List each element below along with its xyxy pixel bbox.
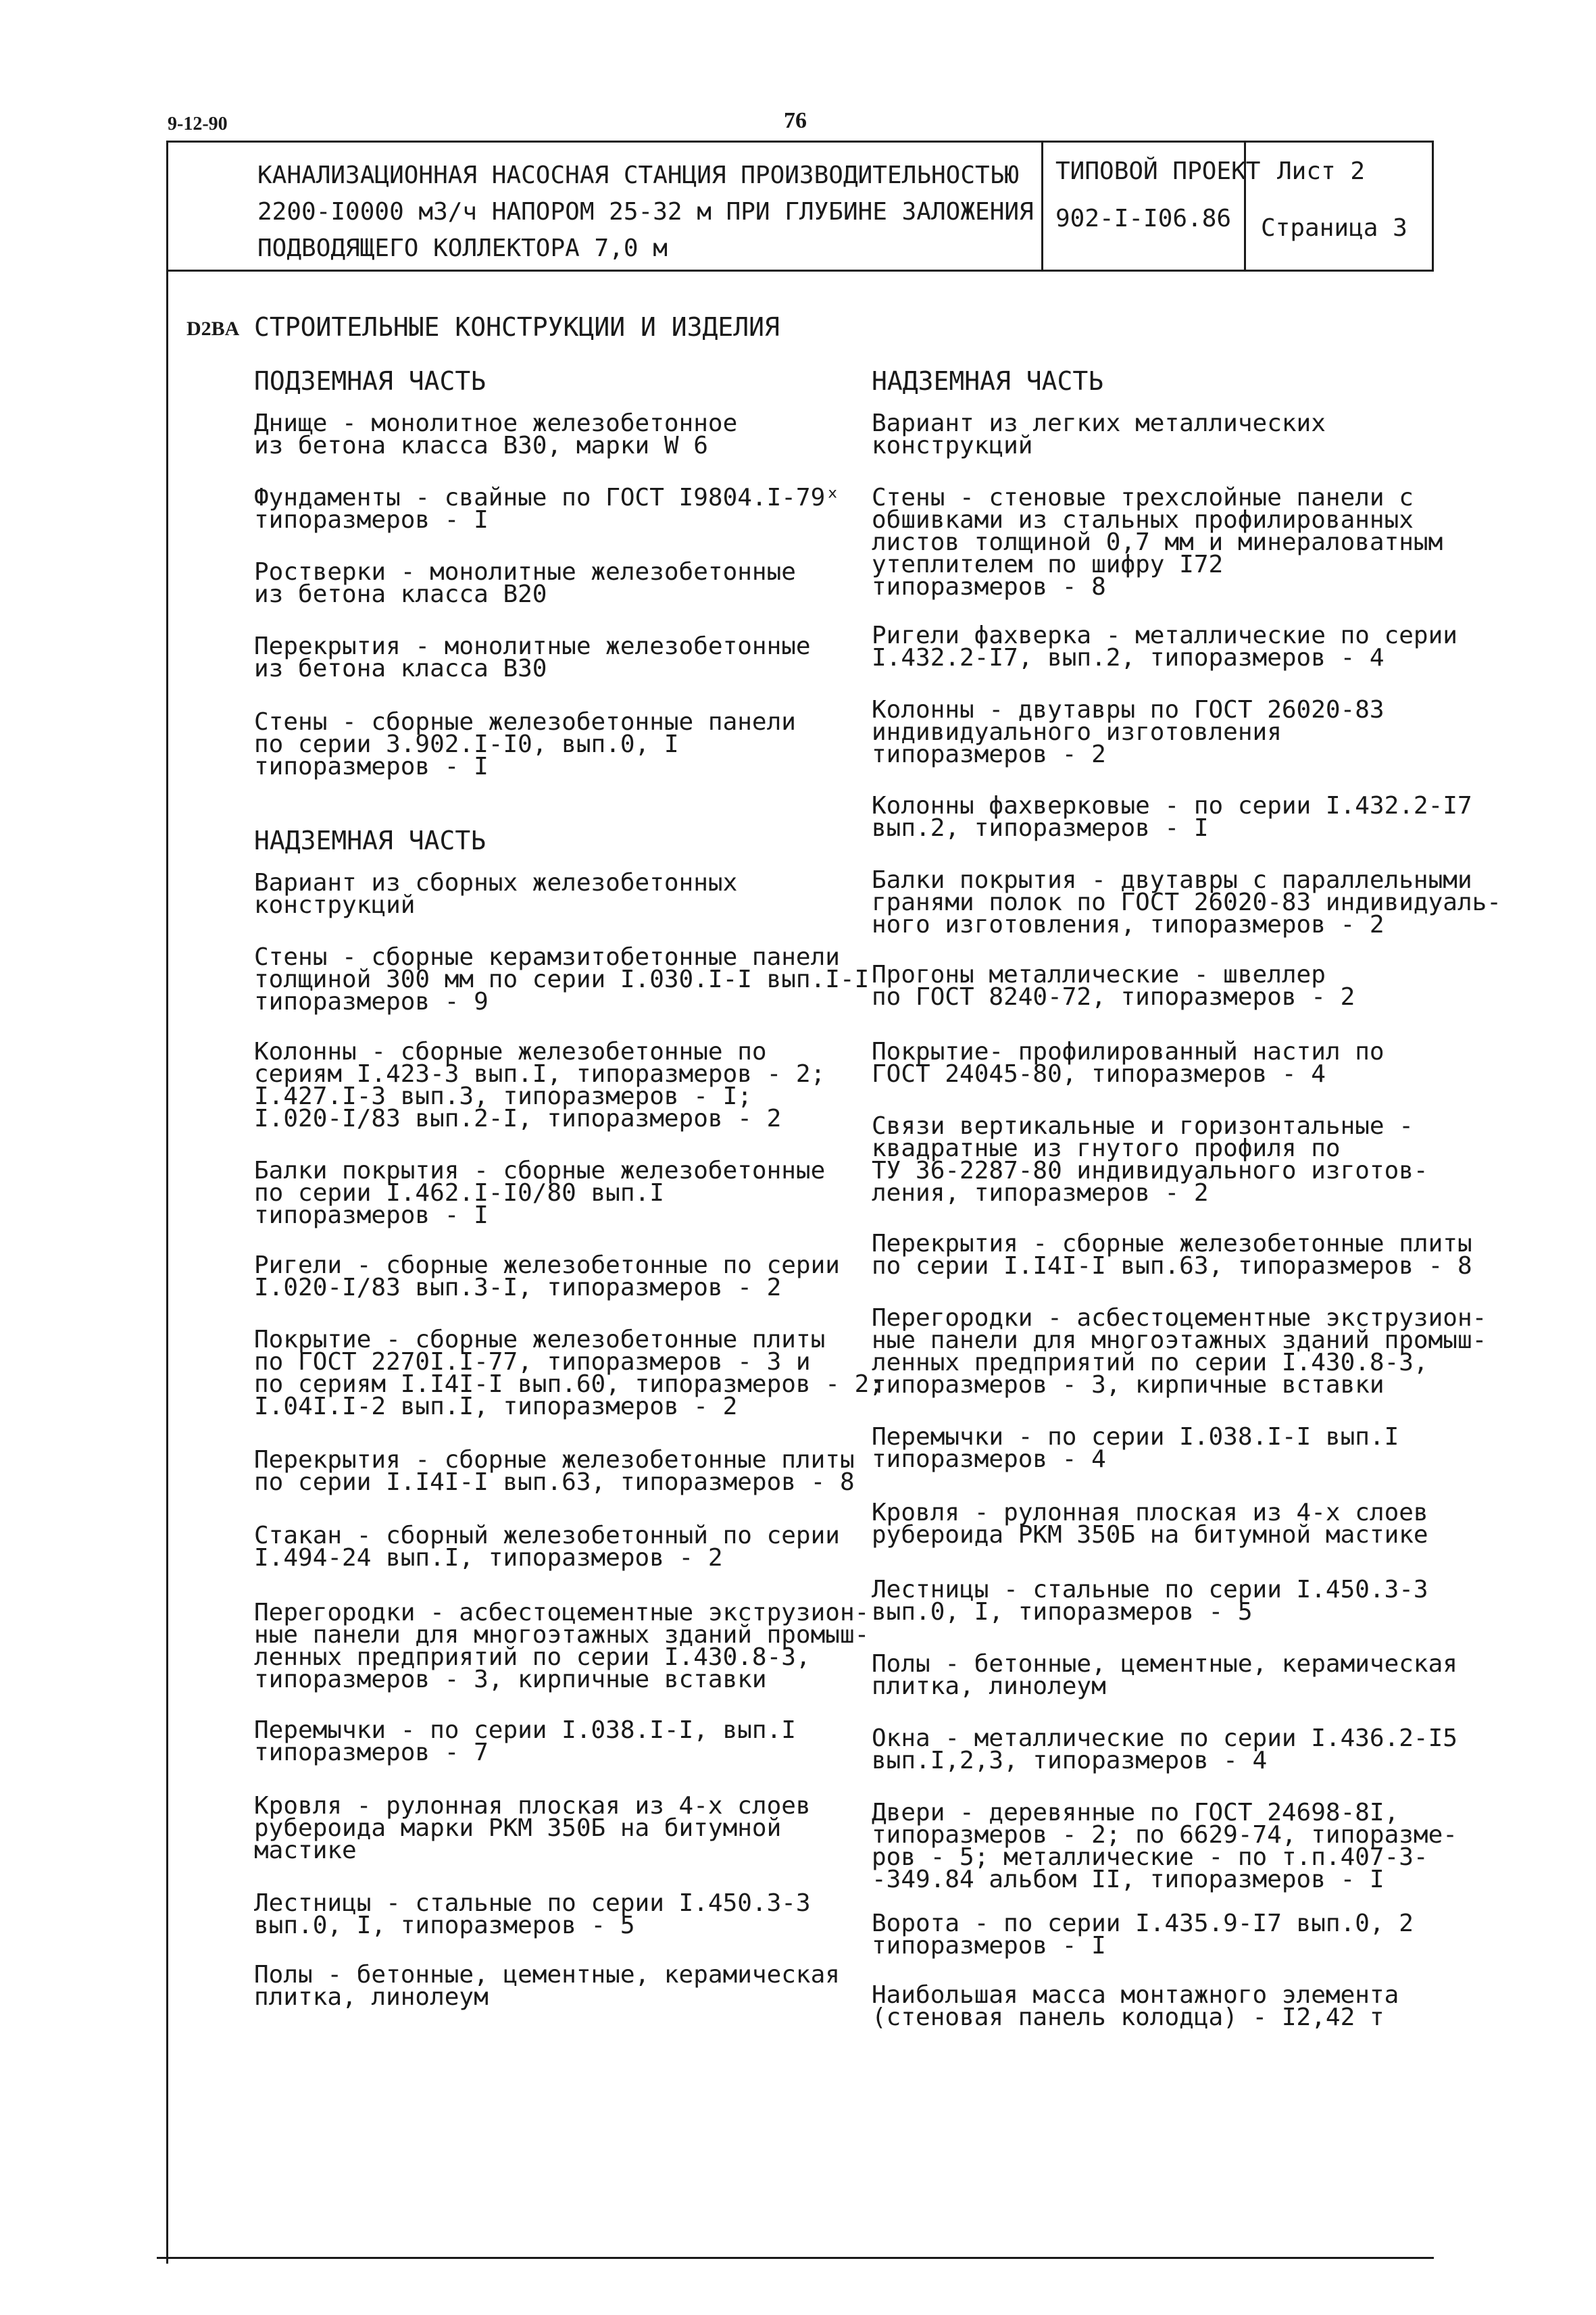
text-line: по серии 3.902.I-I0, вып.0, I — [254, 730, 679, 758]
left-underground-item — [254, 484, 840, 534]
right-item — [872, 1423, 1399, 1473]
right-item — [872, 409, 1326, 459]
right-item — [872, 961, 1355, 1011]
text-line: Покрытие - сборные железобетонные плиты — [254, 1326, 826, 1353]
text-line: Перекрытия - монолитные железобетонные — [254, 632, 811, 660]
left-aboveground-item — [254, 869, 738, 919]
text-line: Связи вертикальные и горизонтальные - — [872, 1112, 1414, 1140]
text-line: плитка, линолеум — [254, 1983, 489, 2011]
text-line: Прогоны металлические - швеллер — [872, 961, 1326, 989]
right-aboveground-heading: НАДЗЕМНАЯ ЧАСТЬ — [872, 366, 1104, 396]
text-line: типоразмеров - 9 — [254, 988, 489, 1016]
text-line: Фундаменты - свайные по ГОСТ I9804.I-79ˣ — [254, 484, 840, 512]
text-line: I.04I.I-2 вып.I, типоразмеров - 2 — [254, 1393, 738, 1420]
text-line: типоразмеров - 2; по 6629-74, типоразме- — [872, 1821, 1457, 1849]
text-line: Кровля - рулонная плоская из 4-х слоев — [254, 1792, 811, 1820]
text-line: ленных предприятий по серии I.430.8-3, — [254, 1643, 811, 1671]
left-margin-rule — [166, 270, 168, 2264]
text-line: ров - 5; металлические - по т.п.407-3- — [872, 1843, 1428, 1871]
left-aboveground-item — [254, 1889, 811, 1939]
right-item — [872, 1801, 1457, 1891]
text-line: ТУ 36-2287-80 индивидуального изготов- — [872, 1157, 1428, 1185]
text-line: Балки покрытия - двутавры с параллельными — [872, 866, 1472, 894]
right-item — [872, 1038, 1385, 1088]
text-line: по серии I.I4I-I вып.63, типоразмеров - 8 — [254, 1468, 855, 1496]
right-item — [872, 1499, 1428, 1549]
text-line: Перегородки - асбестоцементные экструзион- — [872, 1304, 1487, 1332]
text-line: Стены - сборные керамзитобетонные панели — [254, 943, 840, 971]
text-line: толщиной 300 мм по серии I.030.I-I вып.I-I — [254, 966, 870, 993]
text-line: Полы - бетонные, цементные, керамическая — [872, 1650, 1457, 1678]
project-title-line: ПОДВОДЯЩЕГО КОЛЛЕКТОРА 7,0 м — [257, 234, 668, 262]
text-line: Перегородки - асбестоцементные экструзион- — [254, 1599, 870, 1626]
title-block — [166, 141, 1434, 272]
text-line: Колонны - сборные железобетонные по — [254, 1038, 767, 1066]
text-line: ГОСТ 24045-80, типоразмеров - 4 — [872, 1060, 1326, 1088]
text-line: I.432.2-I7, вып.2, типоразмеров - 4 — [872, 644, 1385, 672]
text-line: типоразмеров - 2 — [872, 741, 1106, 768]
text-line: -349.84 альбом II, типоразмеров - I — [872, 1866, 1385, 1893]
text-line: вып.0, I, типоразмеров - 5 — [254, 1912, 635, 1939]
text-line: по серии I.I4I-I вып.63, типоразмеров - 8 — [872, 1252, 1472, 1280]
text-line: по ГОСТ 8240-72, типоразмеров - 2 — [872, 983, 1355, 1011]
text-line: Полы - бетонные, цементные, керамическая — [254, 1961, 840, 1989]
text-line: рубероида РКМ 350Б на битумной мастике — [872, 1521, 1428, 1549]
text-line: рубероида марки РКМ 350Б на битумной — [254, 1814, 782, 1842]
text-line: утеплителем по шифру I72 — [872, 551, 1224, 578]
left-aboveground-item — [254, 1251, 840, 1301]
right-item — [872, 792, 1472, 842]
text-line: вып.I,2,3, типоразмеров - 4 — [872, 1747, 1268, 1774]
text-line: I.427.I-3 вып.3, типоразмеров - I; — [254, 1082, 752, 1110]
text-line: Стакан - сборный железобетонный по серии — [254, 1522, 840, 1549]
text-line: Балки покрытия - сборные железобетонные — [254, 1157, 826, 1185]
text-line: мастике — [254, 1837, 357, 1864]
text-line: типоразмеров - I — [872, 1932, 1106, 1960]
text-line: I.020-I/83 вып.3-I, типоразмеров - 2 — [254, 1274, 782, 1301]
text-line: сериям I.423-3 вып.I, типоразмеров - 2; — [254, 1060, 826, 1088]
text-line: Колонны - двутавры по ГОСТ 26020-83 — [872, 696, 1385, 724]
text-line: I.020-I/83 вып.2-I, типоразмеров - 2 — [254, 1105, 782, 1132]
text-line: (стеновая панель колодца) - I2,42 т — [872, 2003, 1385, 2031]
right-item — [872, 1576, 1428, 1626]
text-line: по серии I.462.I-I0/80 вып.I — [254, 1179, 664, 1207]
left-underground-item — [254, 632, 811, 682]
right-item — [872, 1724, 1457, 1774]
text-line: Ворота - по серии I.435.9-I7 вып.0, 2 — [872, 1910, 1414, 1937]
bottom-rule — [157, 2257, 1434, 2259]
project-cell — [1041, 143, 1261, 270]
right-item — [872, 1112, 1428, 1207]
left-aboveground-item — [254, 1328, 884, 1418]
text-line: листов толщиной 0,7 мм и минераловатным — [872, 528, 1443, 556]
text-line: по сериям I.I4I-I вып.60, типоразмеров - 2; — [254, 1370, 884, 1398]
right-item — [872, 696, 1385, 768]
text-line: Лестницы - стальные по серии I.450.3-3 — [872, 1576, 1428, 1603]
text-line: Вариант из легких металлических — [872, 409, 1326, 437]
project-number: 902-I-I06.86 — [1055, 205, 1232, 232]
right-item — [872, 1910, 1414, 1960]
text-line: Перемычки - по серии I.038.I-I вып.I — [872, 1423, 1399, 1451]
project-title-line: 2200-I0000 м3/ч НАПОРОМ 25-32 м ПРИ ГЛУБИНЕ ЗАЛОЖЕНИЯ — [257, 198, 1034, 226]
left-underground-item — [254, 558, 796, 608]
page-number: 76 — [784, 108, 807, 133]
text-line: ные панели для многоэтажных зданий промыш- — [872, 1326, 1487, 1354]
left-aboveground-item — [254, 1792, 811, 1864]
text-line: из бетона класса В30 — [254, 655, 547, 682]
text-line: типоразмеров - I — [254, 506, 489, 534]
text-line: Стены - стеновые трехслойные панели с — [872, 484, 1414, 512]
text-line: вып.0, I, типоразмеров - 5 — [872, 1598, 1253, 1626]
text-line: Ригели - сборные железобетонные по серии — [254, 1251, 840, 1279]
sheet-cell — [1244, 143, 1432, 270]
text-line: типоразмеров - I — [254, 1201, 489, 1229]
text-line: Наибольшая масса монтажного элемента — [872, 1981, 1399, 2009]
text-line: типоразмеров - 3, кирпичные вставки — [254, 1666, 767, 1693]
sheet-label: Лист 2 — [1277, 157, 1366, 185]
text-line: квадратные из гнутого профиля по — [872, 1135, 1341, 1162]
right-item — [872, 1650, 1457, 1700]
left-aboveground-item — [254, 1961, 840, 2011]
left-aboveground-item — [254, 943, 870, 1016]
text-line: Стены - сборные железобетонные панели — [254, 708, 796, 736]
text-line: из бетона класса В20 — [254, 580, 547, 608]
right-item — [872, 1981, 1399, 2031]
text-line: типоразмеров - 3, кирпичные вставки — [872, 1371, 1385, 1399]
text-line: конструкций — [254, 891, 416, 919]
text-line: Двери - деревянные по ГОСТ 24698-8I, — [872, 1799, 1399, 1826]
project-title-line: КАНАЛИЗАЦИОННАЯ НАСОСНАЯ СТАНЦИЯ ПРОИЗВОДИТЕЛЬНОСТЬЮ — [257, 161, 1020, 189]
right-item — [872, 622, 1457, 672]
section-code: D2BA — [186, 318, 240, 340]
text-line: ные панели для многоэтажных зданий промыш- — [254, 1621, 870, 1649]
text-line: Днище - монолитное железобетонное — [254, 409, 738, 437]
text-line: конструкций — [872, 432, 1033, 459]
text-line: ленных предприятий по серии I.430.8-3, — [872, 1349, 1428, 1376]
left-aboveground-item — [254, 1157, 826, 1229]
text-line: Кровля - рулонная плоская из 4-х слоев — [872, 1499, 1428, 1526]
underground-heading: ПОДЗЕМНАЯ ЧАСТЬ — [254, 366, 487, 396]
left-aboveground-item — [254, 1601, 869, 1691]
text-line: Вариант из сборных железобетонных — [254, 869, 738, 897]
document-code: 9-12-90 — [168, 114, 228, 134]
left-aboveground-item — [254, 1038, 826, 1132]
text-line: типоразмеров - I — [254, 753, 489, 780]
text-line: Лестницы - стальные по серии I.450.3-3 — [254, 1889, 811, 1917]
left-aboveground-item — [254, 1716, 796, 1766]
text-line: типоразмеров - 7 — [254, 1739, 489, 1766]
text-line: I.494-24 вып.I, типоразмеров - 2 — [254, 1544, 723, 1572]
text-line: по ГОСТ 2270I.I-77, типоразмеров - 3 и — [254, 1348, 811, 1376]
section-title: СТРОИТЕЛЬНЫЕ КОНСТРУКЦИИ И ИЗДЕЛИЯ — [254, 312, 780, 342]
text-line: ления, типоразмеров - 2 — [872, 1179, 1209, 1207]
right-item — [872, 866, 1501, 939]
text-line: Покрытие- профилированный настил по — [872, 1038, 1385, 1066]
text-line: Перекрытия - сборные железобетонные плиты — [254, 1446, 855, 1474]
right-item — [872, 484, 1443, 601]
text-line: вып.2, типоразмеров - I — [872, 814, 1209, 842]
text-line: Перекрытия - сборные железобетонные плиты — [872, 1230, 1472, 1258]
text-line: гранями полок по ГОСТ 26020-83 индивидуаль- — [872, 889, 1501, 916]
text-line: плитка, линолеум — [872, 1672, 1106, 1700]
text-line: Перемычки - по серии I.038.I-I, вып.I — [254, 1716, 796, 1744]
text-line: ного изготовления, типоразмеров - 2 — [872, 911, 1385, 939]
text-line: индивидуального изготовления — [872, 718, 1282, 746]
text-line: обшивками из стальных профилированных — [872, 506, 1414, 534]
text-line: Окна - металлические по серии I.436.2-I5 — [872, 1724, 1457, 1752]
left-underground-item — [254, 708, 796, 780]
aboveground-heading: НАДЗЕМНАЯ ЧАСТЬ — [254, 826, 487, 855]
left-underground-item — [254, 409, 738, 459]
left-aboveground-item — [254, 1446, 855, 1496]
left-aboveground-item — [254, 1522, 840, 1572]
project-label: ТИПОВОЙ ПРОЕКТ — [1055, 157, 1261, 185]
text-line: типоразмеров - 4 — [872, 1445, 1106, 1473]
text-line: из бетона класса В30, марки W 6 — [254, 432, 708, 459]
right-item — [872, 1230, 1472, 1280]
text-line: типоразмеров - 8 — [872, 573, 1106, 601]
text-line: Ригели фахверка - металлические по серии — [872, 622, 1457, 649]
text-line: Ростверки - монолитные железобетонные — [254, 558, 796, 586]
page-label: Страница 3 — [1261, 214, 1407, 242]
right-item — [872, 1304, 1487, 1399]
text-line: Колонны фахверковые - по серии I.432.2-I7 — [872, 792, 1472, 820]
